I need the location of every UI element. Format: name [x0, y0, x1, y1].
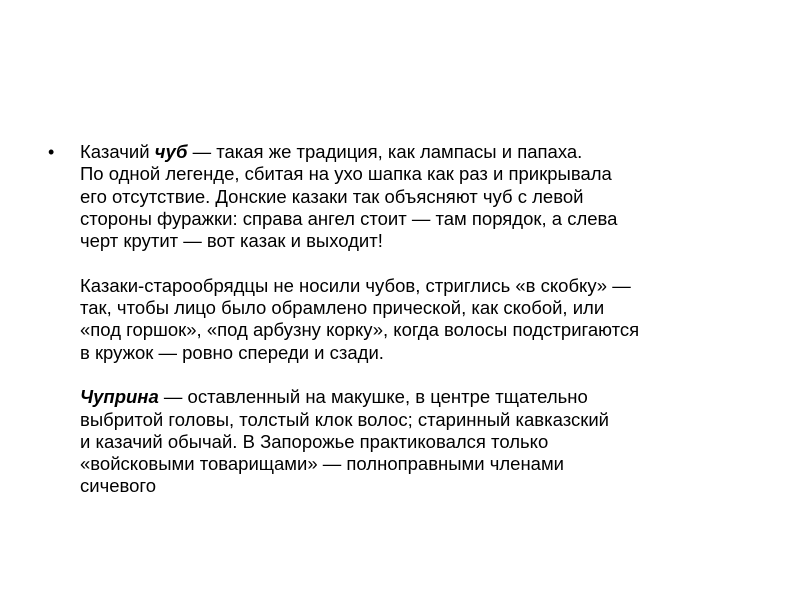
paragraph-2-line-2: так, чтобы лицо было обрамлено прической, как скобой, или: [80, 297, 605, 319]
paragraph-3-line-3: и казачий обычай. В Запорожье практиковался только: [80, 430, 549, 452]
paragraph-1-line-4: стороны фуражки: справа ангел стоит — там порядок, а слева: [80, 207, 618, 229]
paragraph-1-line-2: По одной легенде, сбитая на ухо шапка как раз и прикрывала: [80, 163, 612, 185]
term-chub: чуб: [154, 141, 188, 162]
bullet-marker: •: [48, 142, 55, 162]
paragraph-gap: [80, 364, 780, 386]
paragraph-2-line-3: «под горшок», «под арбузну корку», когда волосы подстригаются: [80, 319, 640, 341]
paragraph-1-line-1: [80, 141, 780, 163]
paragraph-3-line-4: «войсковыми товарищами» — полноправными членами: [80, 453, 565, 475]
term-chuprina: Чуприна: [80, 386, 159, 408]
paragraph-2-line-4: в кружок — ровно спереди и сзади.: [80, 341, 384, 363]
paragraph-1-suffix: — такая же традиция, как лампасы и папаха.: [187, 141, 583, 162]
paragraph-1-prefix: Казачий: [80, 141, 155, 162]
paragraph-3-suffix: — оставленный на макушке, в центре тщательно: [158, 386, 588, 408]
paragraph-3-line-5: сичевого: [80, 475, 157, 497]
paragraph-3-line-2: выбритой головы, толстый клок волос; старинный кавказский: [80, 408, 609, 430]
paragraph-1-line-5: черт крутит — вот казак и выходит!: [80, 230, 383, 252]
paragraph-gap: [80, 252, 780, 274]
paragraph-1-line-3: его отсутствие. Донские казаки так объясняют чуб с левой: [80, 185, 584, 207]
text-content: [80, 141, 780, 498]
paragraph-3-line-1: [80, 386, 780, 408]
paragraph-2-line-1: Казаки-старообрядцы не носили чубов, стриглись «в скобку» —: [80, 274, 631, 296]
